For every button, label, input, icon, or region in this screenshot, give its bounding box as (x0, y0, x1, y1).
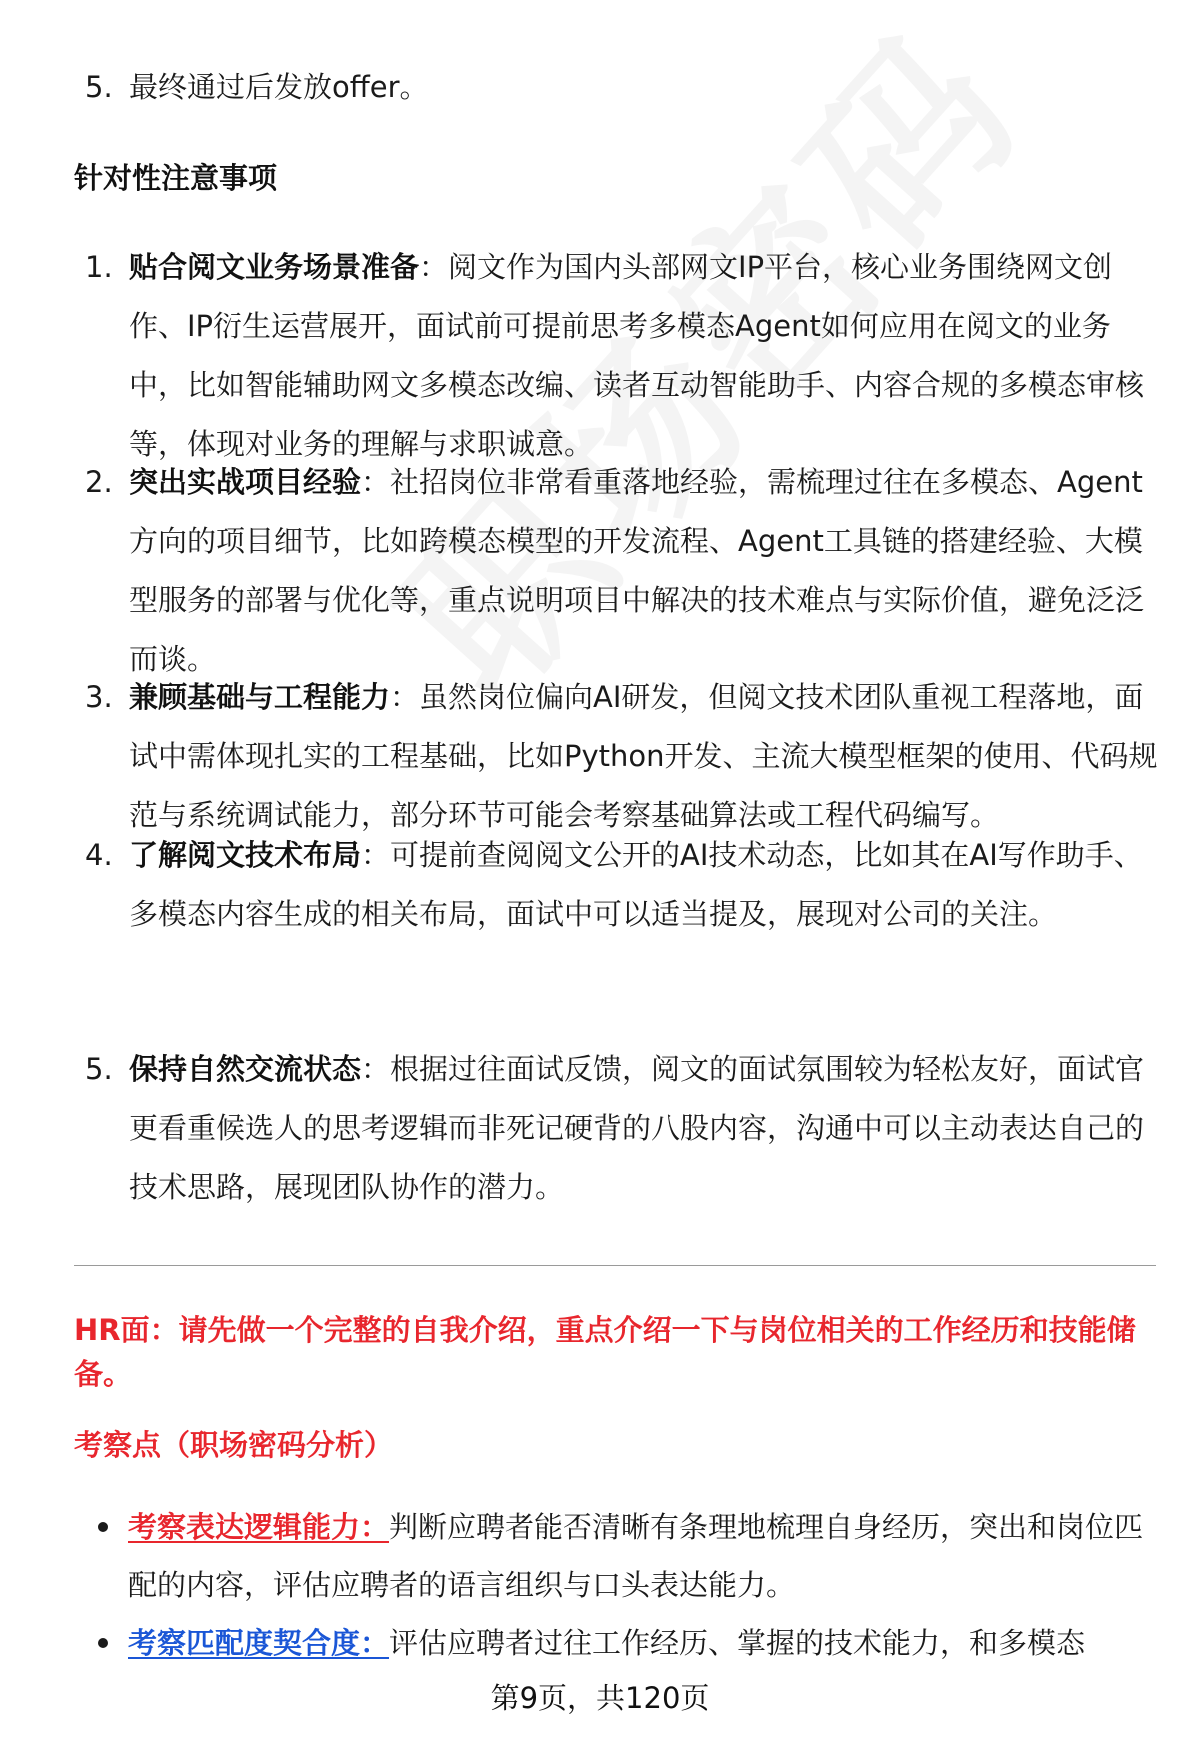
section-divider (74, 1265, 1156, 1266)
list-number: 4. (85, 838, 113, 872)
note-item-4 (85, 826, 1165, 944)
section-title: 针对性注意事项 (74, 161, 278, 195)
bullet-text: 评估应聘者过往工作经历、掌握的技术能力，和多模态 (389, 1626, 1086, 1660)
list-item-final-step (85, 58, 1165, 117)
note-text: ：根据过往面试反馈，阅文的面试氛围较为轻松友好，面试官更看重候选人的思考逻辑而非死记硬背的八股内容，沟通中可以主动表达自己的技术思路，展现团队协作的潜力。 (129, 1052, 1145, 1204)
bullet-label-link[interactable]: 考察匹配度契合度： (128, 1626, 390, 1660)
list-text: 最终通过后发放offer。 (129, 70, 429, 104)
note-text: ：阅文作为国内头部网文IP平台，核心业务围绕网文创作、IP衍生运营展开，面试前可提前思考多模态Agent如何应用在阅文的业务中，比如智能辅助网文多模态改编、读者互动智能助手、内容合规的多模态审核等，体现对业务的理解与求职诚意。 (129, 250, 1145, 461)
note-item-2 (85, 453, 1165, 689)
note-label: 兼顾基础与工程能力 (129, 680, 391, 714)
list-number: 3. (85, 680, 113, 714)
page-footer: 第9页，共120页 (490, 1681, 710, 1715)
bullet-item-match (98, 1614, 1166, 1672)
note-label: 保持自然交流状态 (129, 1052, 362, 1086)
list-number: 1. (85, 250, 113, 284)
bullet-dot-icon (98, 1522, 108, 1532)
bullet-dot-icon (98, 1638, 108, 1648)
note-label: 突出实战项目经验 (129, 465, 362, 499)
list-number: 5. (85, 1052, 113, 1086)
note-text: ：虽然岗位偏向AI研发，但阅文技术团队重视工程落地，面试中需体现扎实的工程基础，比如Python开发、主流大模型框架的使用、代码规范与系统调试能力，部分环节可能会考察基础算法或工程代码编写。 (129, 680, 1158, 832)
note-text: ：可提前查阅阅文公开的AI技术动态，比如其在AI写作助手、多模态内容生成的相关布局，面试中可以适当提及，展现对公司的关注。 (129, 838, 1143, 931)
bullet-label-link[interactable]: 考察表达逻辑能力： (128, 1510, 390, 1544)
note-label: 贴合阅文业务场景准备 (129, 250, 420, 284)
evaluation-points-title: 考察点（职场密码分析） (74, 1428, 394, 1462)
note-item-3 (85, 668, 1165, 845)
note-item-5 (85, 1040, 1165, 1217)
note-item-1 (85, 238, 1165, 474)
hr-question: HR面：请先做一个完整的自我介绍，重点介绍一下与岗位相关的工作经历和技能储备。 (74, 1313, 1136, 1391)
note-label: 了解阅文技术布局 (129, 838, 362, 872)
bullet-text: 判断应聘者能否清晰有条理地梳理自身经历，突出和岗位匹配的内容，评估应聘者的语言组织与口头表达能力。 (128, 1510, 1144, 1602)
list-number: 5. (85, 70, 113, 104)
list-number: 2. (85, 465, 113, 499)
note-text: ：社招岗位非常看重落地经验，需梳理过往在多模态、Agent方向的项目细节，比如跨模态模型的开发流程、Agent工具链的搭建经验、大模型服务的部署与优化等，重点说明项目中解决的技术难点与实际价值，避免泛泛而谈。 (129, 465, 1145, 676)
bullet-item-expression (98, 1498, 1166, 1614)
